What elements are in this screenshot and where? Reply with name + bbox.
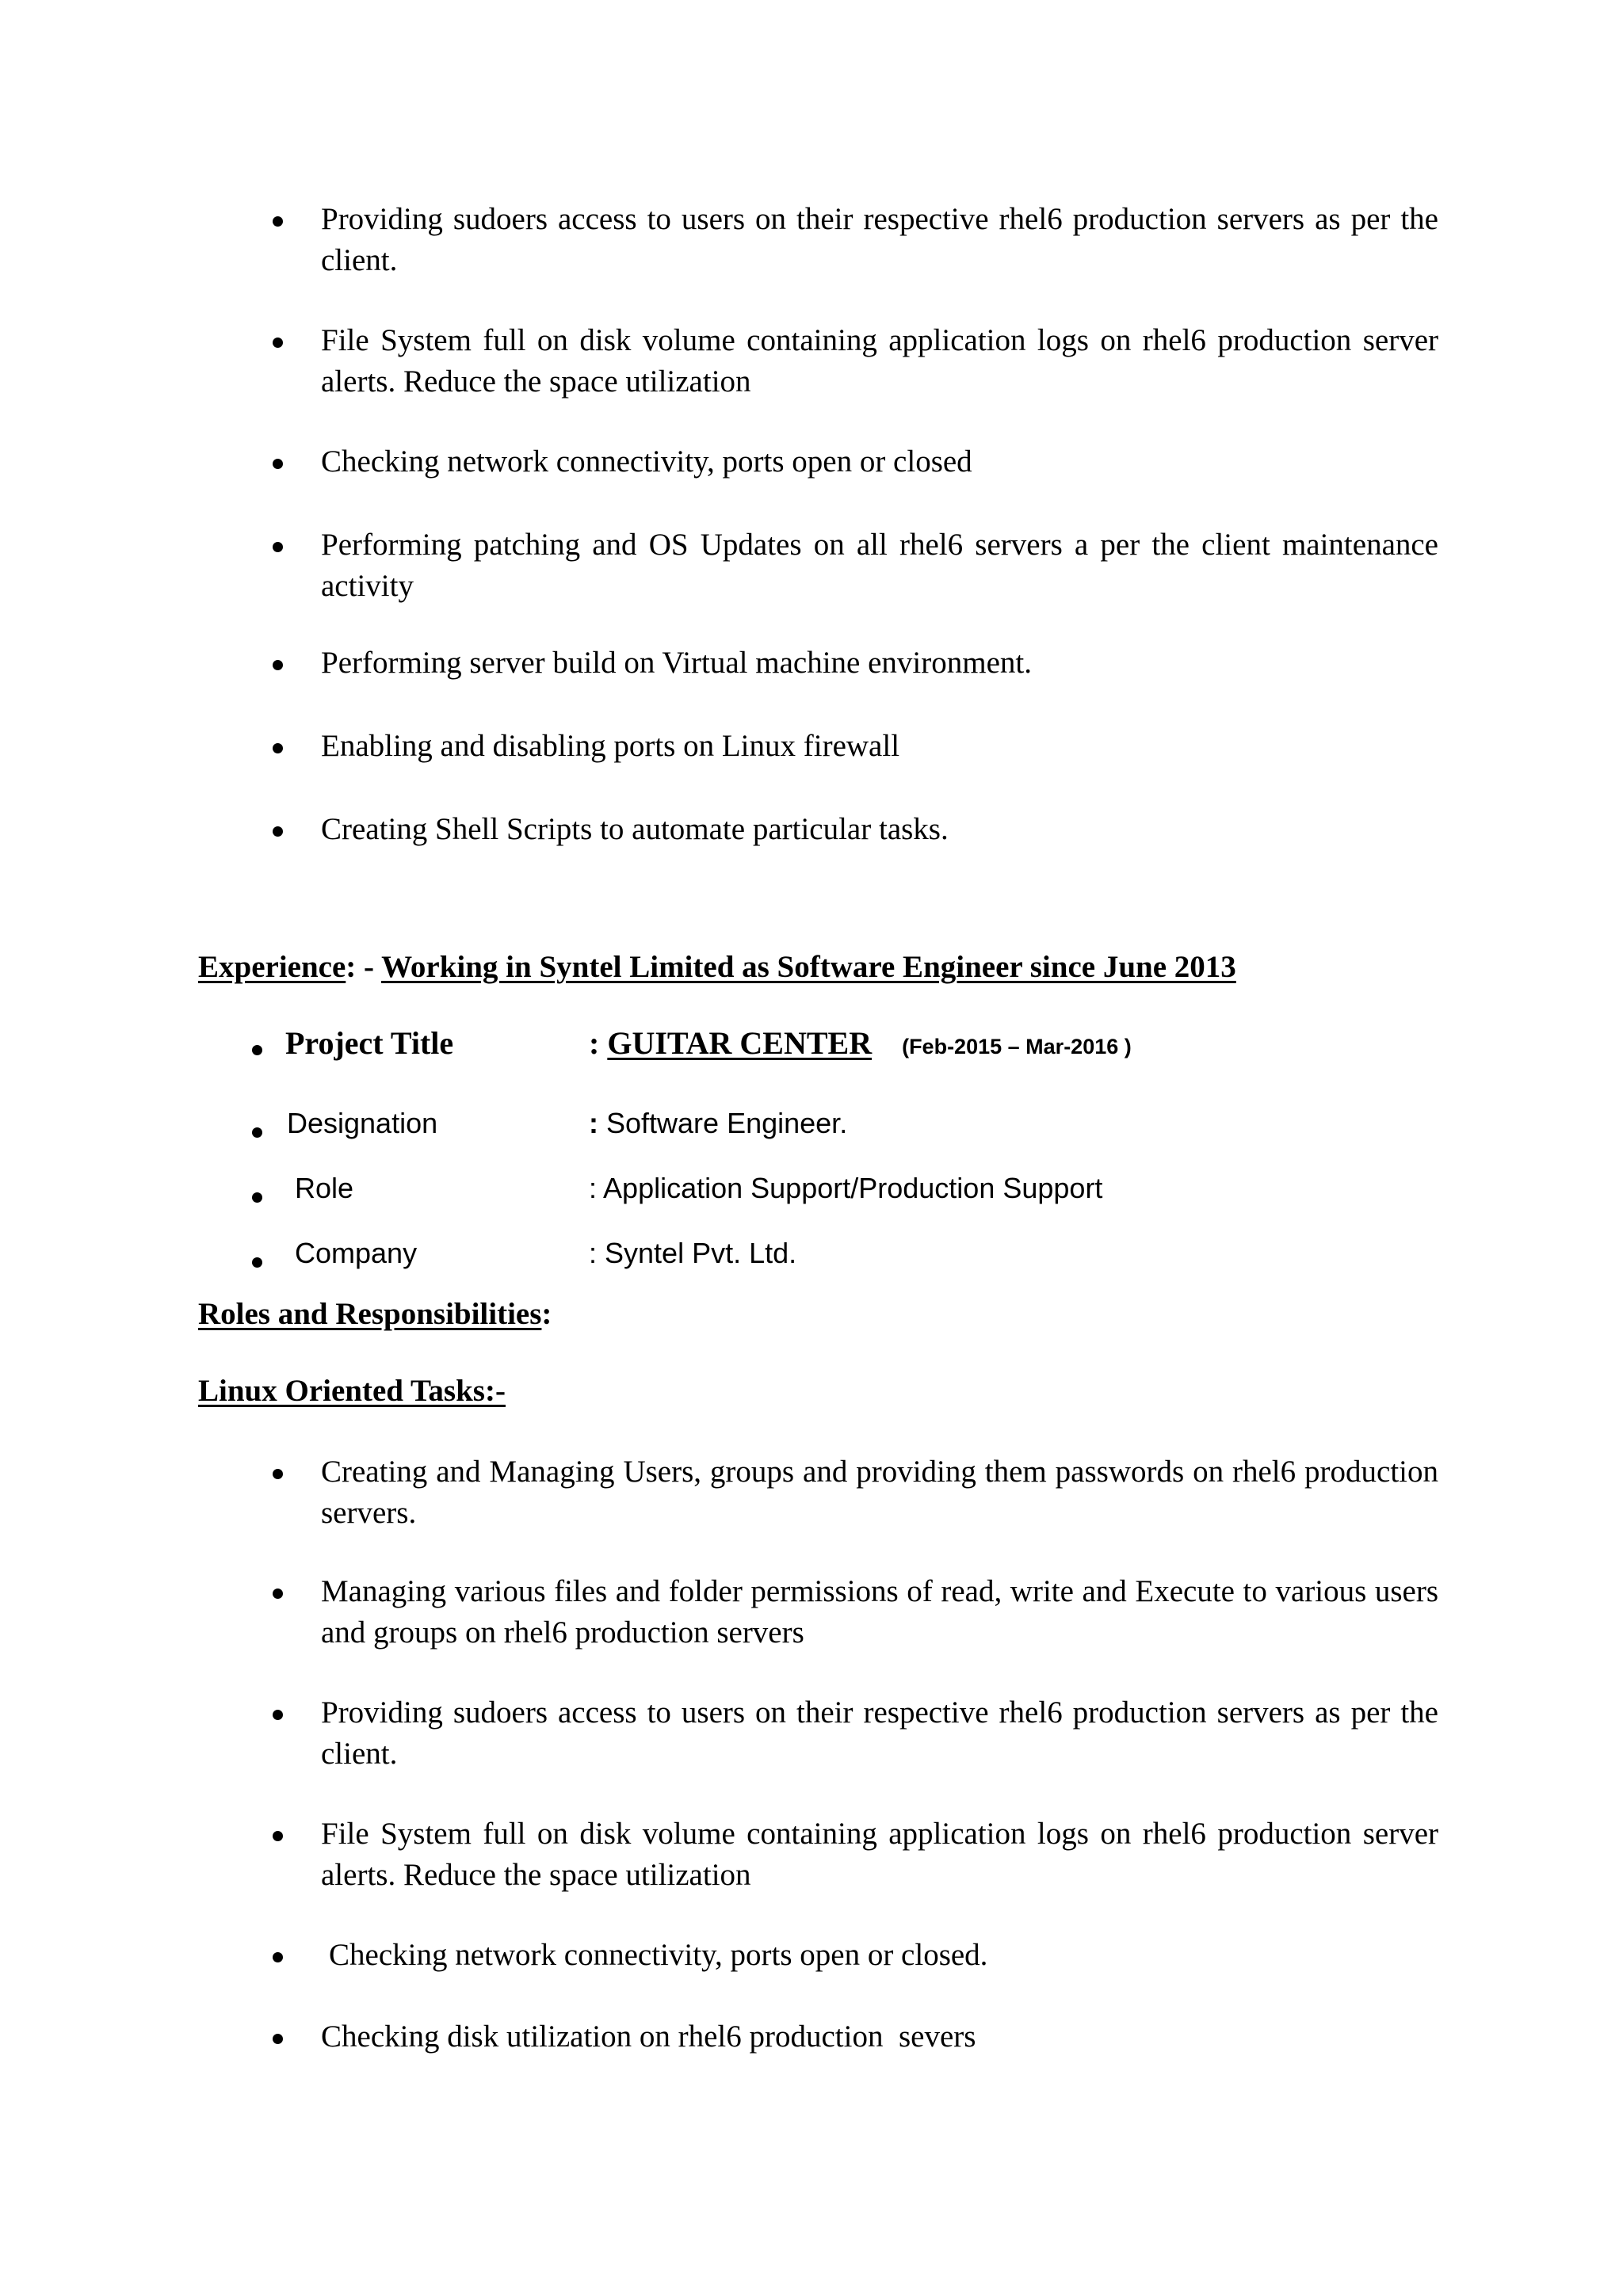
experience-separator: : - — [346, 950, 382, 984]
list-item: Enabling and disabling ports on Linux firewall — [198, 726, 1438, 767]
list-item: Checking disk utilization on rhel6 production severs — [198, 2016, 1438, 2058]
list-item: Providing sudoers access to users on their respective rhel6 production servers as per the client. — [198, 1692, 1438, 1775]
list-item: File System full on disk volume containing application logs on rhel6 production server alerts. Reduce the space utilization — [198, 1814, 1438, 1896]
bullet-icon — [273, 2034, 283, 2044]
role-value: : Application Support/Production Support — [589, 1172, 1103, 1204]
bullet-icon — [252, 1257, 262, 1268]
list-item: Performing server build on Virtual machine environment. — [198, 643, 1438, 684]
bullet-icon — [273, 1952, 283, 1962]
role-row — [198, 1172, 1466, 1219]
bullet-icon — [273, 338, 283, 348]
company-label: Company — [295, 1237, 418, 1269]
list-item: Providing sudoers access to users on their respective rhel6 production servers as per the client. — [198, 199, 1438, 281]
bullet-icon — [273, 542, 283, 552]
list-item: File System full on disk volume containing application logs on rhel6 production server alerts. Reduce the space utilization — [198, 320, 1438, 402]
bullet-icon — [252, 1045, 262, 1055]
designation-row — [198, 1107, 1466, 1154]
list-item: Creating Shell Scripts to automate particular tasks. — [198, 809, 1438, 850]
role-label: Role — [295, 1172, 354, 1204]
project-title-value: : GUITAR CENTER (Feb-2015 – Mar-2016 ) — [589, 1025, 1132, 1061]
project-title-label: Project Title — [285, 1025, 454, 1061]
list-item: Creating and Managing Users, groups and providing them passwords on rhel6 production servers. — [198, 1451, 1438, 1534]
bullet-icon — [273, 1589, 283, 1599]
experience-label: Experience — [198, 950, 346, 984]
designation-label: Designation — [287, 1107, 438, 1139]
bullet-icon — [273, 1469, 283, 1479]
company-row — [198, 1237, 1466, 1284]
project-dates: (Feb-2015 – Mar-2016 ) — [902, 1035, 1132, 1058]
bullet-icon — [252, 1192, 262, 1203]
list-item: Managing various files and folder permissions of read, write and Execute to various users and groups on rhel6 production servers — [198, 1571, 1438, 1653]
bullet-icon — [273, 1710, 283, 1720]
list-item: Checking network connectivity, ports open or closed. — [198, 1935, 1438, 1976]
roles-heading: Roles and Responsibilities: — [198, 1297, 552, 1331]
bullet-icon — [273, 743, 283, 753]
designation-value: : Software Engineer. — [589, 1107, 848, 1139]
linux-tasks-heading: Linux Oriented Tasks:- — [198, 1374, 506, 1408]
list-item: Checking network connectivity, ports open or closed — [198, 441, 1438, 482]
list-item: Performing patching and OS Updates on all rhel6 servers a per the client maintenance activity — [198, 524, 1438, 607]
bullet-icon — [273, 459, 283, 469]
project-title-row — [198, 1024, 1466, 1072]
bullet-icon — [273, 1831, 283, 1841]
experience-text: Working in Syntel Limited as Software Engineer since June 2013 — [381, 950, 1236, 984]
bullet-icon — [273, 660, 283, 670]
bullet-icon — [252, 1127, 262, 1138]
experience-heading — [198, 949, 1236, 985]
company-value: : Syntel Pvt. Ltd. — [589, 1237, 797, 1269]
bullet-icon — [273, 216, 283, 227]
bullet-icon — [273, 826, 283, 837]
